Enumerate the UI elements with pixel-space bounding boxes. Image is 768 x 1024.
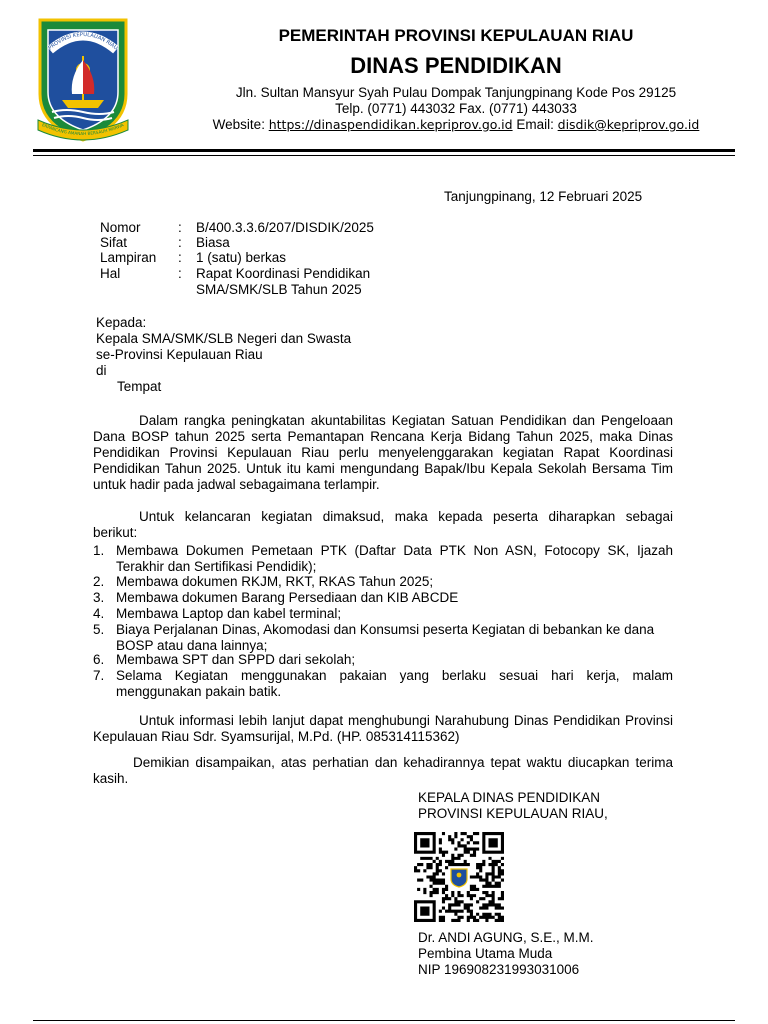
logo-ribbon-bottom-text: ERPANCANG AMANAH BERSAUH MARWA [41, 122, 125, 137]
list-number: 2. [93, 574, 105, 589]
hal-label: Hal [100, 266, 121, 281]
list-item-line: Membawa SPT dan SPPD dari sekolah; [116, 652, 356, 667]
list-item-3 [116, 590, 673, 606]
office-phone: Telp. (0771) 443032 Fax. (0771) 443033 [335, 101, 577, 116]
list-item-5 [116, 622, 673, 654]
hal-value-line2: SMA/SMK/SLB Tahun 2025 [196, 282, 362, 297]
list-number: 4. [93, 606, 105, 621]
list-item-line: Biaya Perjalanan Dinas, Akomodasi dan Konsumsi peserta Kegiatan di bebankan ke dana [116, 622, 655, 637]
signatory-name: Dr. ANDI AGUNG, S.E., M.M. [418, 930, 594, 945]
list-item-7 [116, 668, 673, 700]
paragraph-line: Pendidikan Provinsi Kepulauan Riau perlu menyelenggarakan kegiatan Rapat Koordinasi [93, 445, 673, 460]
list-item-4 [116, 606, 673, 622]
website-link[interactable]: https://dinaspendidikan.kepriprov.go.id [268, 117, 513, 132]
department-name: DINAS PENDIDIKAN [350, 53, 562, 78]
list-item-line: Terakhir dan Sertifikasi Pendidik); [116, 559, 317, 574]
kepri-coat-of-arms-logo [36, 16, 130, 144]
list-item-1 [116, 543, 673, 575]
website-label: Website: [212, 117, 265, 132]
signatory-nip: NIP 196908231993031006 [418, 962, 580, 977]
list-item-line: Membawa Dokumen Pemetaan PTK (Daftar Data PTK Non ASN, Fotocopy SK, Ijazah [116, 543, 673, 558]
list-number: 5. [93, 622, 105, 637]
signatory-title-line1: KEPALA DINAS PENDIDIKAN [418, 790, 601, 805]
hal-colon: : [178, 266, 182, 281]
lampiran-value: 1 (satu) berkas [196, 250, 287, 265]
list-number: 7. [93, 668, 105, 683]
paragraph-line: Kepulauan Riau Sdr. Syamsurijal, M.Pd. (HP. 085314115362) [93, 729, 460, 744]
lampiran-label: Lampiran [100, 250, 157, 265]
paragraph-line: Untuk informasi lebih lanjut dapat menghubungi Narahubung Dinas Pendidikan Provinsi [139, 713, 673, 728]
signatory-rank: Pembina Utama Muda [418, 946, 553, 961]
sifat-label: Sifat [100, 235, 128, 250]
paragraph-intro [93, 413, 673, 493]
paragraph-line: Untuk kelancaran kegiatan dimaksud, maka kepada peserta diharapkan sebagai [139, 509, 673, 524]
office-address: Jln. Sultan Mansyur Syah Pulau Dompak Tanjungpinang Kode Pos 29125 [235, 85, 677, 100]
email-label: Email: [516, 117, 554, 132]
government-name: PEMERINTAH PROVINSI KEPULAUAN RIAU [278, 26, 634, 45]
letter-date: Tanjungpinang, 12 Februari 2025 [444, 189, 643, 204]
list-item-line: menggunakan pakain batik. [116, 684, 282, 699]
paragraph-line: berikut: [93, 525, 138, 540]
paragraph-line: Dalam rangka peningkatan akuntabilitas Kegiatan Satuan Pendidikan dan Pengeloaan [139, 413, 673, 428]
list-item-line: BOSP atau dana lainnya; [116, 638, 268, 653]
recipient-di: di [96, 363, 107, 378]
list-item-line: Membawa dokumen RKJM, RKT, RKAS Tahun 2025; [116, 574, 434, 589]
list-item-line: Selama Kegiatan menggunakan pakaian yang berlaku sesuai hari kerja, malam [116, 668, 673, 683]
logo-ribbon-top-text: PROVINSI KEPULAUAN RIAU [47, 31, 119, 52]
recipient-kepada: Kepada: [96, 315, 147, 330]
contact-line [150, 117, 762, 132]
recipient-tempat: Tempat [117, 379, 162, 394]
paragraph-line: Pendidikan Tahun 2025. Untuk itu kami mengundang Bapak/Ibu Kepala Sekolah Bersama Tim [93, 461, 673, 476]
nomor-value: B/400.3.3.6/207/DISDIK/2025 [196, 220, 374, 235]
paragraph-line: kasih. [93, 771, 129, 786]
lampiran-colon: : [178, 250, 182, 265]
paragraph-requirements-intro [93, 509, 673, 541]
nomor-label: Nomor [100, 220, 141, 235]
paragraph-line: Dana BOSP tahun 2025 serta Pemantapan Rencana Kerja Bidang Tahun 2025, maka Dinas [93, 429, 673, 444]
paragraph-closing [93, 755, 673, 787]
list-number: 1. [93, 543, 105, 558]
list-number: 6. [93, 652, 105, 667]
paragraph-contact [93, 713, 673, 745]
recipient-name: Kepala SMA/SMK/SLB Negeri dan Swasta [96, 331, 352, 346]
paragraph-line: untuk hadir pada jadwal sebagaimana terlampir. [93, 477, 380, 492]
hal-value-line1: Rapat Koordinasi Pendidikan [196, 266, 371, 281]
recipient-region: se-Provinsi Kepulauan Riau [96, 347, 263, 362]
paragraph-line: Demikian disampaikan, atas perhatian dan kehadirannya tepat waktu diucapkan terima [133, 755, 673, 770]
qr-code-signature [414, 832, 504, 922]
letterhead-divider-thin [33, 155, 735, 156]
nomor-colon: : [178, 220, 182, 235]
email-link[interactable]: disdik@kepriprov.go.id [557, 117, 700, 132]
list-item-line: Membawa dokumen Barang Persediaan dan KIB ABCDE [116, 590, 459, 605]
page-bottom-rule [33, 1020, 735, 1021]
sifat-value: Biasa [196, 235, 230, 250]
list-number: 3. [93, 590, 105, 605]
list-item-2 [116, 574, 673, 590]
sifat-colon: : [178, 235, 182, 250]
list-item-6 [116, 652, 673, 668]
list-item-line: Membawa Laptop dan kabel terminal; [116, 606, 342, 621]
signatory-title-line2: PROVINSI KEPULAUAN RIAU, [418, 806, 608, 821]
letterhead-divider-thick [33, 149, 735, 152]
